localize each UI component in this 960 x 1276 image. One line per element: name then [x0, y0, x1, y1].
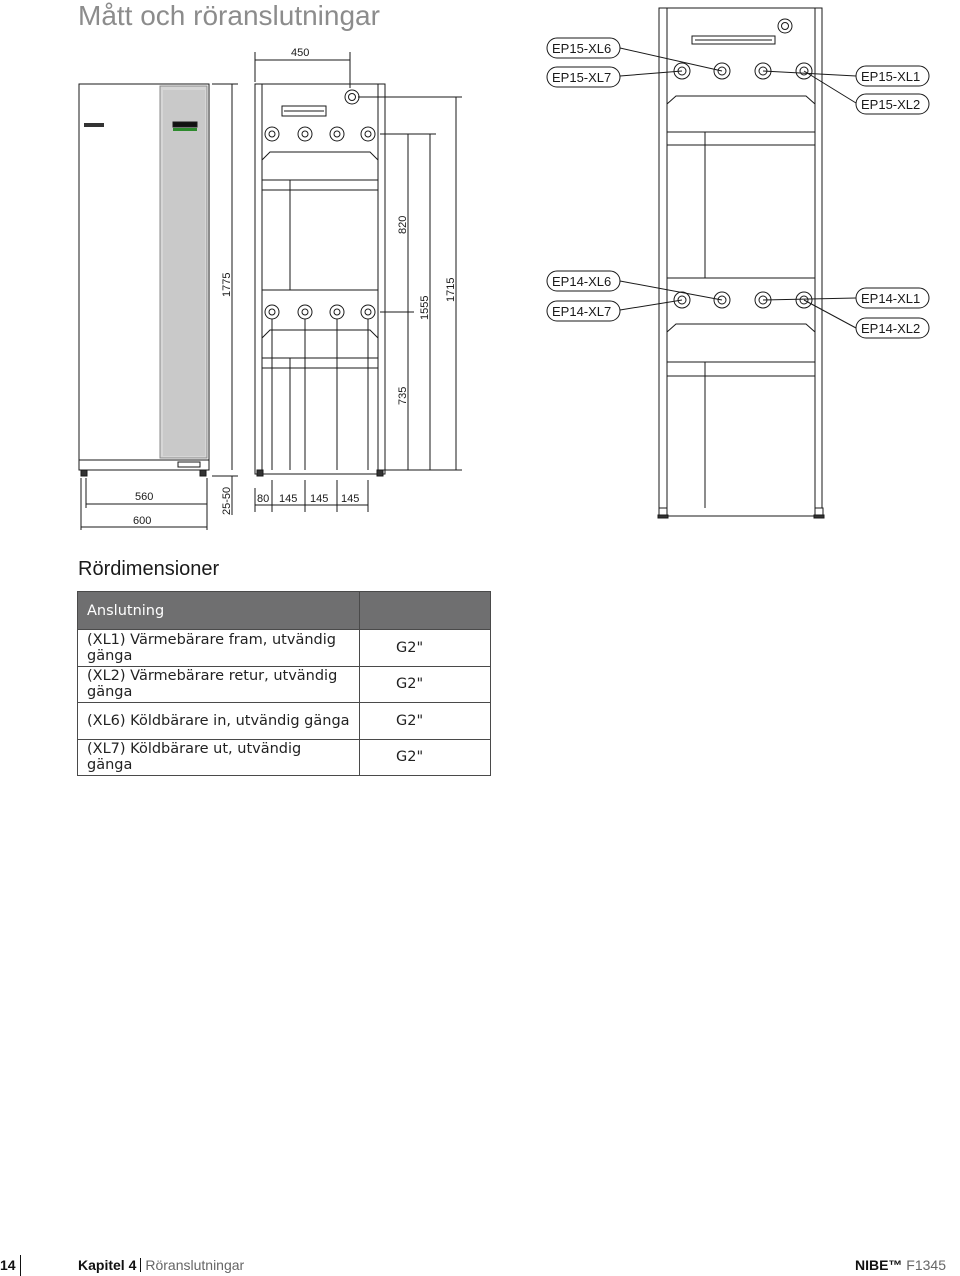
page-number: 14 — [0, 1257, 16, 1273]
dim-145-2: 145 — [310, 493, 329, 505]
table-row — [78, 630, 491, 667]
table-cell-value: G2" — [360, 739, 491, 776]
table-header-value — [360, 592, 491, 630]
detail-view — [620, 8, 856, 518]
page-footer — [0, 1255, 960, 1276]
table-cell-connection: (XL7) Köldbärare ut, utvändig gänga — [78, 739, 360, 776]
technical-drawing — [0, 0, 960, 545]
page-title: Mått och röranslutningar — [78, 0, 380, 31]
table-row — [78, 739, 491, 776]
label-ep14-xl1: EP14-XL1 — [861, 291, 921, 306]
dim-feet: 25-50 — [221, 486, 233, 515]
rear-view — [255, 43, 385, 512]
dim-1555: 1555 — [419, 295, 431, 320]
table-cell-value: G2" — [360, 703, 491, 740]
front-view — [79, 84, 209, 530]
chapter-title: Röranslutningar — [145, 1257, 245, 1273]
label-ep14-xl2: EP14-XL2 — [861, 321, 921, 336]
brand-name: NIBE™ — [854, 1257, 903, 1273]
section-heading: Rördimensioner — [78, 558, 220, 580]
dim-145-1: 145 — [279, 493, 298, 505]
dim-1715: 1715 — [445, 277, 457, 302]
product-name — [855, 1257, 946, 1273]
label-ep15-xl2: EP15-XL2 — [861, 97, 921, 112]
page-number-rule — [20, 1255, 21, 1276]
dim-80: 80 — [257, 493, 270, 505]
table-row — [78, 703, 491, 740]
table-header-row — [78, 592, 491, 630]
chapter-label — [78, 1257, 244, 1273]
label-ep14-xl7: EP14-XL7 — [552, 304, 612, 319]
dim-450: 450 — [291, 47, 310, 59]
table-cell-value: G2" — [360, 666, 491, 703]
dim-735: 735 — [397, 386, 409, 405]
label-ep15-xl7: EP15-XL7 — [552, 70, 612, 85]
model-name: F1345 — [906, 1257, 946, 1273]
dim-145-3: 145 — [341, 493, 360, 505]
dim-600: 600 — [133, 515, 152, 527]
chapter-number: Kapitel 4 — [78, 1257, 137, 1273]
dim-1775: 1775 — [221, 272, 233, 297]
label-ep14-xl6: EP14-XL6 — [552, 274, 612, 289]
dim-820: 820 — [397, 215, 409, 234]
table-row — [78, 666, 491, 703]
table-cell-connection: (XL2) Värmebärare retur, utvändig gänga — [78, 666, 360, 703]
label-ep15-xl6: EP15-XL6 — [552, 41, 612, 56]
table-cell-connection: (XL6) Köldbärare in, utvändig gänga — [78, 703, 360, 740]
table-cell-value: G2" — [360, 630, 491, 667]
table-header-connection: Anslutning — [78, 592, 360, 630]
pipe-dimension-table — [77, 591, 491, 776]
table-cell-connection: (XL1) Värmebärare fram, utvändig gänga — [78, 630, 360, 667]
chapter-separator — [140, 1258, 141, 1272]
dim-560: 560 — [135, 491, 154, 503]
label-ep15-xl1: EP15-XL1 — [861, 69, 921, 84]
